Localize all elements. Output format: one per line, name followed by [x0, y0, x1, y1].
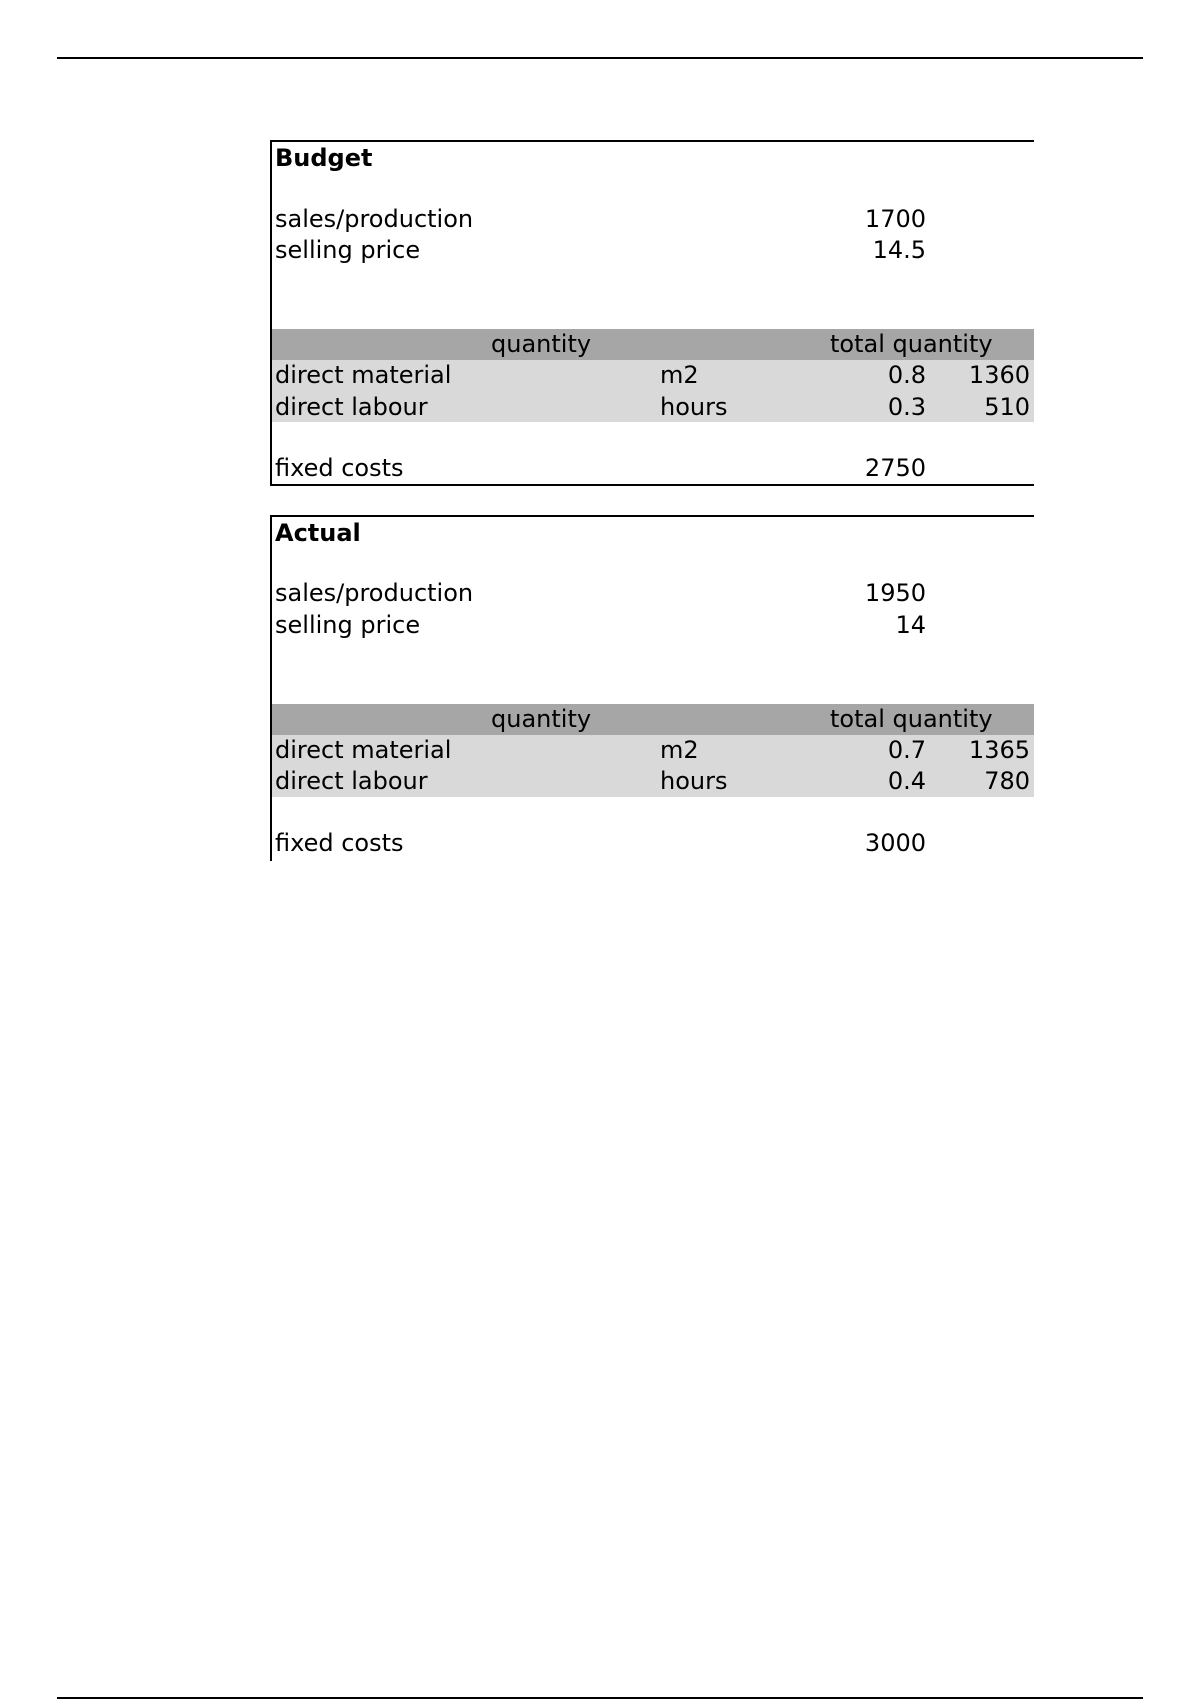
- budget-price-label: selling price: [275, 236, 421, 264]
- actual-price-label: selling price: [275, 611, 421, 639]
- budget-row-quantity: 0.8: [887, 361, 926, 389]
- actual-title: Actual: [275, 519, 361, 547]
- actual-row-quantity: 0.4: [887, 767, 926, 795]
- actual-row-unit: m2: [660, 736, 699, 764]
- actual-fixed-value: 3000: [864, 829, 926, 857]
- actual-row-quantity: 0.7: [887, 736, 926, 764]
- actual-header-total: total quantity: [830, 705, 993, 733]
- budget-fixed-label: fixed costs: [275, 454, 404, 482]
- budget-row-label: direct labour: [275, 393, 428, 421]
- page-top-rule: [57, 57, 1143, 59]
- page-bottom-rule: [57, 1697, 1143, 1699]
- budget-row-label: direct material: [275, 361, 452, 389]
- budget-fixed-value: 2750: [864, 454, 926, 482]
- budget-sales-value: 1700: [864, 205, 926, 233]
- actual-row-total: 780: [984, 767, 1030, 795]
- actual-sales-label: sales/production: [275, 579, 474, 607]
- budget-row-total: 1360: [968, 361, 1030, 389]
- actual-row-label: direct material: [275, 736, 452, 764]
- budget-row-unit: hours: [660, 393, 728, 421]
- budget-row-quantity: 0.3: [887, 393, 926, 421]
- actual-row-unit: hours: [660, 767, 728, 795]
- budget-title: Budget: [275, 144, 373, 172]
- budget-table: [270, 140, 1034, 486]
- actual-sales-value: 1950: [864, 579, 926, 607]
- actual-row-total: 1365: [968, 736, 1030, 764]
- actual-row-label: direct labour: [275, 767, 428, 795]
- actual-header-quantity: quantity: [491, 705, 592, 733]
- budget-row-total: 510: [984, 393, 1030, 421]
- actual-price-value: 14: [895, 611, 926, 639]
- actual-table: [270, 515, 1034, 861]
- budget-header-quantity: quantity: [491, 330, 592, 358]
- budget-row-unit: m2: [660, 361, 699, 389]
- budget-sales-label: sales/production: [275, 205, 474, 233]
- actual-fixed-label: fixed costs: [275, 829, 404, 857]
- budget-header-total: total quantity: [830, 330, 993, 358]
- budget-price-value: 14.5: [872, 236, 926, 264]
